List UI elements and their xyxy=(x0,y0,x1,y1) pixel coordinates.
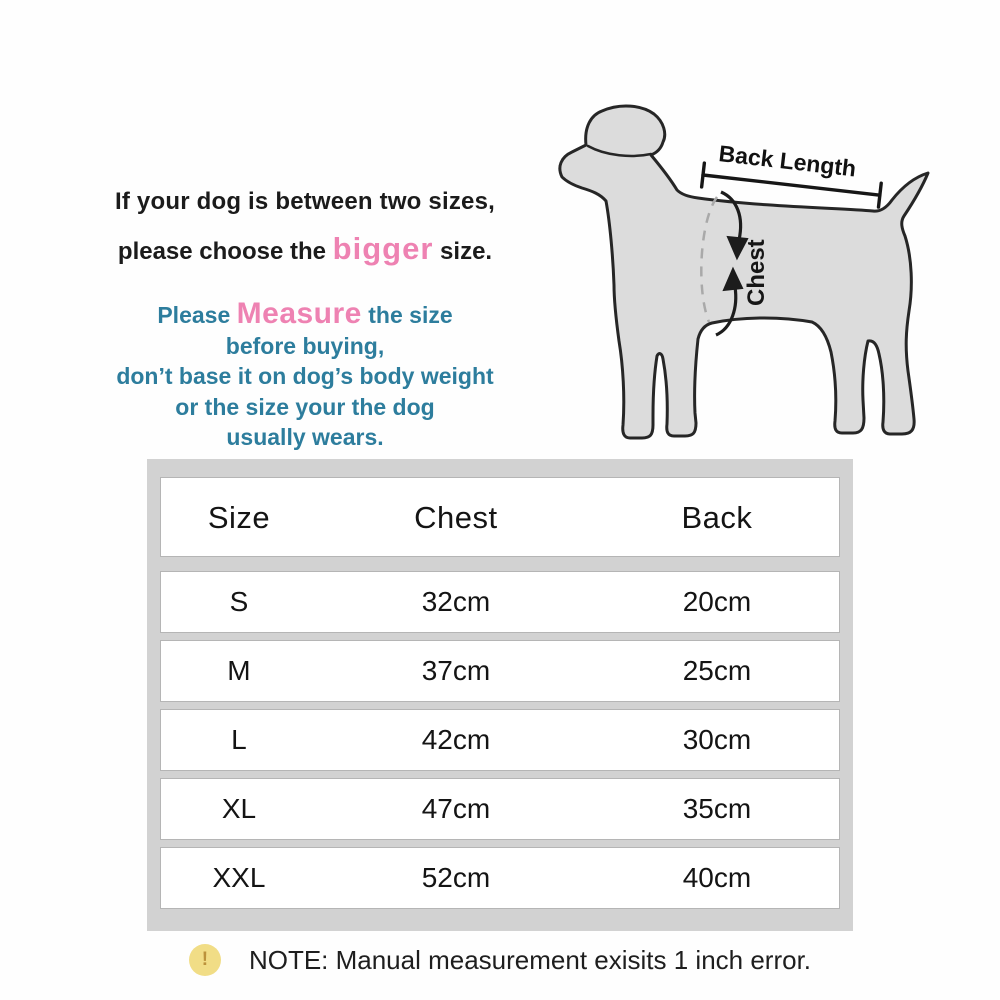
cell-chest: 42cm xyxy=(421,724,491,755)
chest-label: Chest xyxy=(743,239,770,306)
advice-line-1: If your dog is between two sizes, xyxy=(115,188,495,215)
cell-back: 20cm xyxy=(682,586,752,617)
back-length-label: Back Length xyxy=(717,140,858,182)
header-size: Size xyxy=(207,499,271,535)
measure-line1-prefix: Please xyxy=(157,302,237,328)
measure-line-1 xyxy=(85,299,525,331)
exclamation-mark: ! xyxy=(201,949,209,970)
advice-line2-prefix: please choose the xyxy=(117,238,333,265)
footnote-text: NOTE: Manual measurement exisits 1 inch error. xyxy=(248,944,812,975)
cell-chest: 32cm xyxy=(421,586,491,617)
exclamation-icon xyxy=(189,944,221,976)
header-chest: Chest xyxy=(414,499,498,535)
measure-line-2: before buying, xyxy=(225,332,385,359)
dog-measurement-diagram xyxy=(540,95,980,455)
cell-size: S xyxy=(229,586,249,617)
table-row-s xyxy=(160,571,840,633)
cell-back: 25cm xyxy=(682,655,752,686)
table-row-xl xyxy=(160,778,840,840)
table-row-xxl xyxy=(160,847,840,909)
measure-line-4: or the size your the dog xyxy=(175,393,435,420)
cell-size: XL xyxy=(221,793,257,824)
cell-size: XXL xyxy=(212,862,266,893)
header-back: Back xyxy=(681,499,753,535)
cell-back: 30cm xyxy=(682,724,752,755)
cell-back: 35cm xyxy=(682,793,752,824)
measure-line-5: usually wears. xyxy=(226,424,384,450)
measure-advice-block xyxy=(85,299,525,453)
table-row-l xyxy=(160,709,840,771)
cell-size: M xyxy=(227,655,251,686)
size-advice-block xyxy=(85,188,525,267)
measure-line-3: don’t base it on dog’s body weight xyxy=(116,363,494,389)
table-row-m xyxy=(160,640,840,702)
measurement-footnote xyxy=(0,938,1000,982)
advice-line-2 xyxy=(85,231,525,267)
size-table-header xyxy=(160,477,840,557)
advice-line2-suffix: size. xyxy=(433,238,493,265)
measure-highlight: Measure xyxy=(236,297,362,330)
measure-line1-suffix: the size xyxy=(361,302,453,328)
cell-chest: 52cm xyxy=(421,862,491,893)
advice-bigger-highlight: bigger xyxy=(332,231,434,266)
cell-size: L xyxy=(231,724,247,755)
cell-back: 40cm xyxy=(682,862,752,893)
cell-chest: 37cm xyxy=(421,655,491,686)
size-table xyxy=(147,459,853,931)
cell-chest: 47cm xyxy=(421,793,491,824)
